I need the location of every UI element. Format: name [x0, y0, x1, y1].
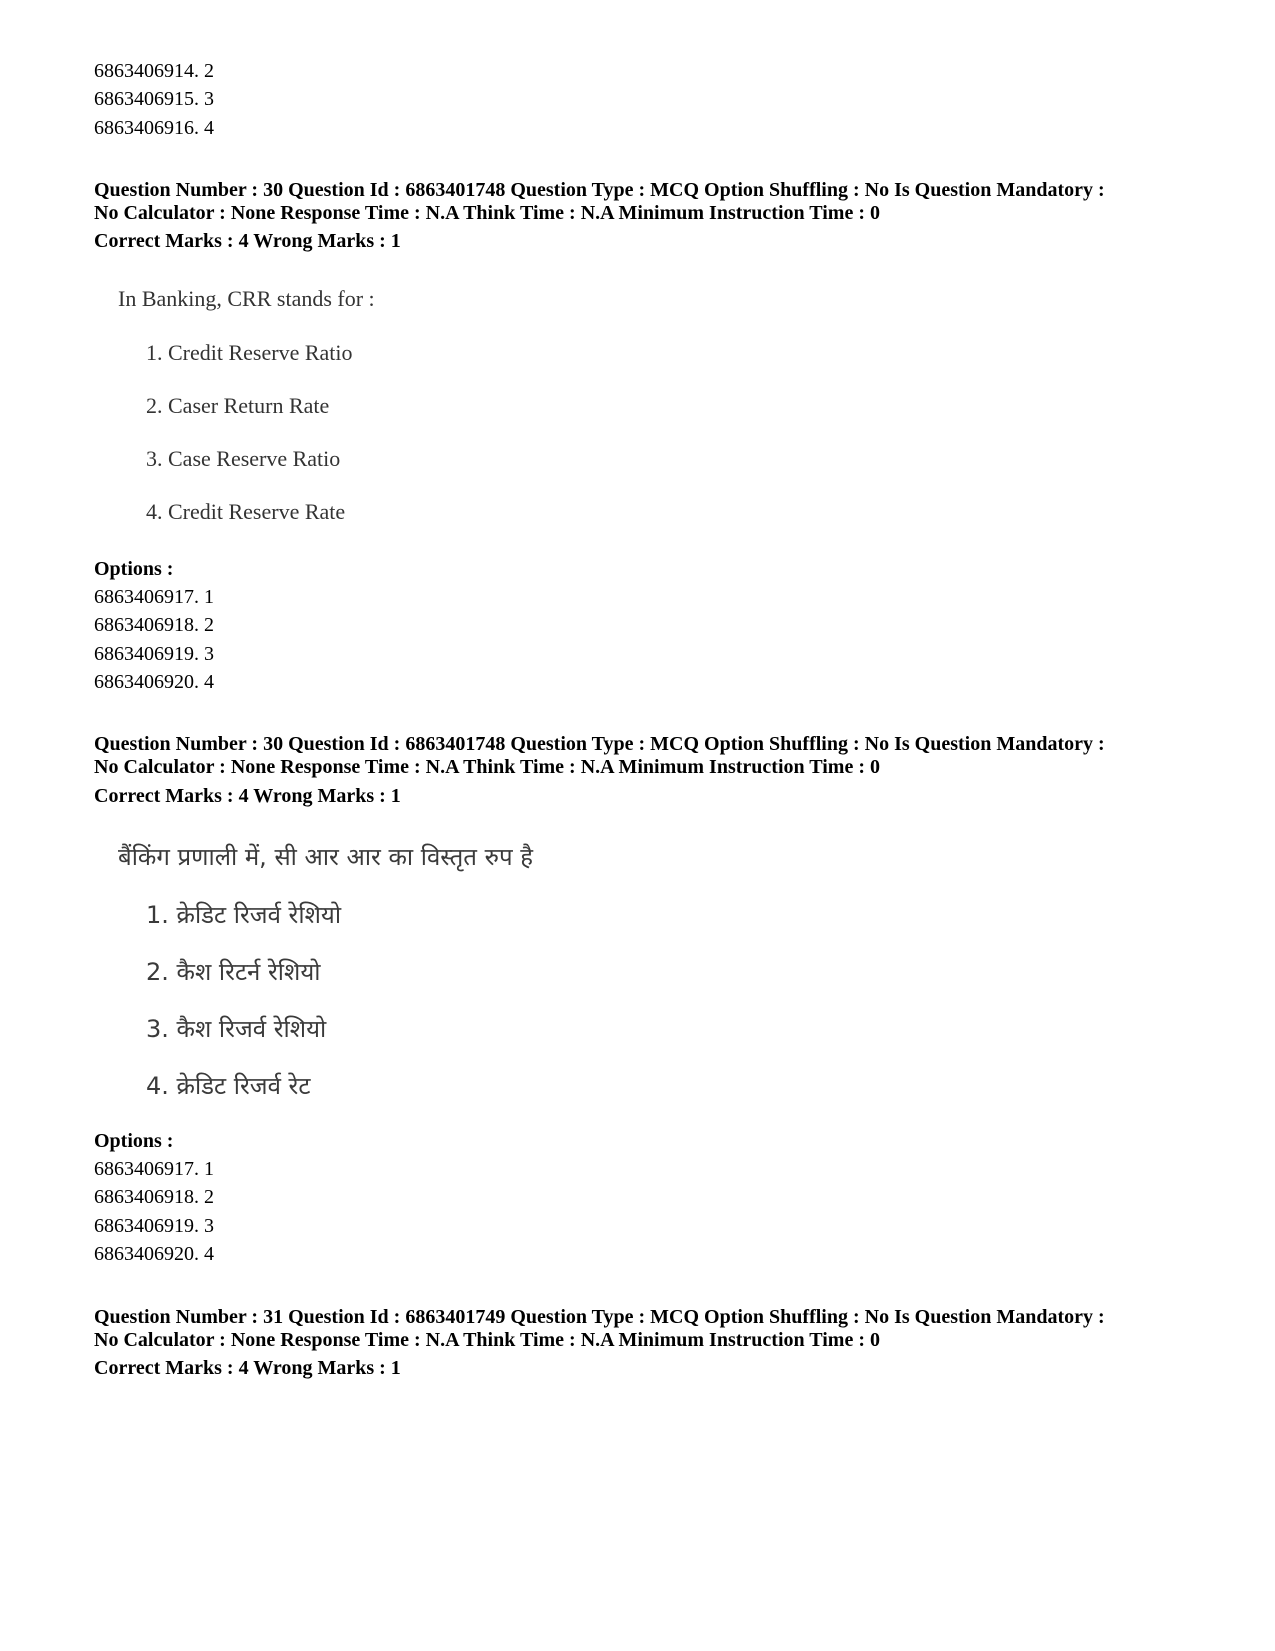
question-meta-line1: Question Number : 31 Question Id : 6863401749 Question Type : MCQ Option Shuffling : No Is Question Mandatory : — [94, 1306, 1105, 1328]
question-text: In Banking, CRR stands for : — [118, 286, 375, 311]
question-choice: 4. Credit Reserve Rate — [146, 499, 346, 524]
option-line: 6863406917. 1 — [94, 586, 214, 608]
question-marks: Correct Marks : 4 Wrong Marks : 1 — [94, 785, 401, 807]
option-line: 6863406917. 1 — [94, 1158, 214, 1180]
option-line: 6863406920. 4 — [94, 671, 214, 693]
option-line: 6863406919. 3 — [94, 1215, 214, 1237]
question-meta-line2: No Calculator : None Response Time : N.A Think Time : N.A Minimum Instruction Time : 0 — [94, 202, 880, 224]
question-meta-line1: Question Number : 30 Question Id : 6863401748 Question Type : MCQ Option Shuffling : No Is Question Mandatory : — [94, 179, 1105, 201]
question-choice: 3. Case Reserve Ratio — [146, 446, 341, 471]
question-choice: 2. Caser Return Rate — [146, 393, 330, 418]
question-choice: 1. क्रेडिट रिजर्व रेशियो — [146, 901, 342, 929]
question-text: बैंकिंग प्रणाली में, सी आर आर का विस्तृत रुप है — [118, 843, 533, 871]
question-choice: 3. कैश रिजर्व रेशियो — [146, 1015, 327, 1043]
option-line: 6863406920. 4 — [94, 1243, 214, 1265]
option-line: 6863406919. 3 — [94, 643, 214, 665]
question-meta-line1: Question Number : 30 Question Id : 6863401748 Question Type : MCQ Option Shuffling : No Is Question Mandatory : — [94, 733, 1105, 755]
question-meta-line2: No Calculator : None Response Time : N.A Think Time : N.A Minimum Instruction Time : 0 — [94, 756, 880, 778]
question-choice: 4. क्रेडिट रिजर्व रेट — [146, 1072, 311, 1100]
option-line: 6863406918. 2 — [94, 1186, 214, 1208]
options-label: Options : — [94, 558, 174, 580]
question-choice: 2. कैश रिटर्न रेशियो — [146, 958, 321, 986]
question-marks: Correct Marks : 4 Wrong Marks : 1 — [94, 230, 401, 252]
options-label: Options : — [94, 1130, 174, 1152]
option-line: 6863406915. 3 — [94, 88, 214, 110]
question-choice: 1. Credit Reserve Ratio — [146, 340, 353, 365]
option-line: 6863406918. 2 — [94, 614, 214, 636]
option-line: 6863406916. 4 — [94, 117, 214, 139]
question-meta-line2: No Calculator : None Response Time : N.A Think Time : N.A Minimum Instruction Time : 0 — [94, 1329, 880, 1351]
option-line: 6863406914. 2 — [94, 60, 214, 82]
question-marks: Correct Marks : 4 Wrong Marks : 1 — [94, 1357, 401, 1379]
